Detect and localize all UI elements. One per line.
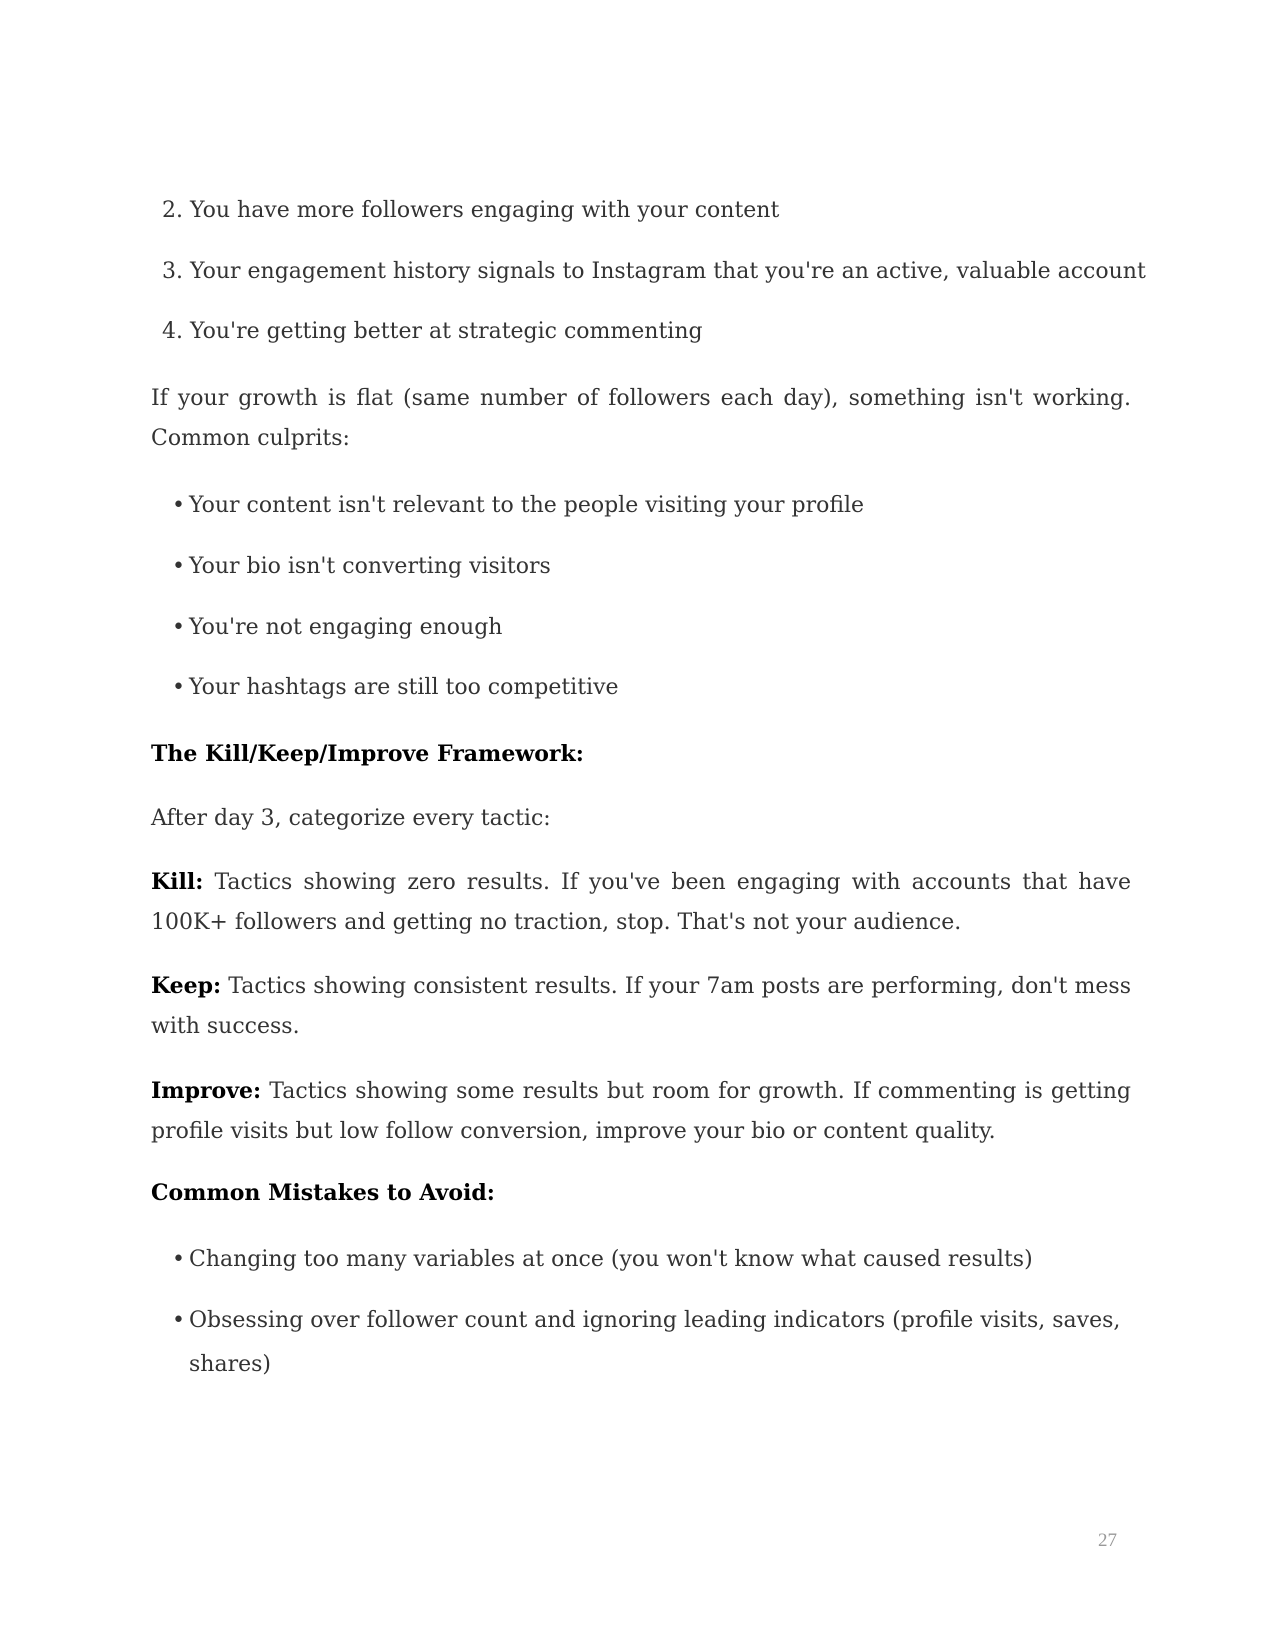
numbered-list-item xyxy=(162,312,1142,352)
culprit-list-item xyxy=(172,547,1122,587)
mistake-text: Obsessing over follower count and ignoring leading indicators (profile visits, saves, xyxy=(189,1308,1121,1333)
culprit-list-item xyxy=(172,668,1122,708)
list-text: Your engagement history signals to Instagram that you're an active, valuable account xyxy=(190,259,1146,284)
numbered-list-item xyxy=(162,191,1142,231)
mistake-text: Changing too many variables at once (you won't know what caused results) xyxy=(189,1247,1033,1272)
culprit-text: Your hashtags are still too competitive xyxy=(189,675,619,700)
culprit-text: Your content isn't relevant to the people visiting your profile xyxy=(189,493,865,518)
mistake-list-item xyxy=(172,1240,1122,1280)
framework-label: Kill: xyxy=(151,869,204,895)
list-text: You have more followers engaging with your content xyxy=(190,198,780,223)
framework-text: Tactics showing zero results. If you've been engaging with accounts that have 100K+ followers and getting no traction, stop. That's not your audience. xyxy=(151,870,1131,935)
culprit-text: Your bio isn't converting visitors xyxy=(189,554,551,579)
framework-item-keep xyxy=(151,966,1131,1047)
culprit-list-item xyxy=(172,608,1122,648)
bullet-icon: • xyxy=(172,1247,185,1272)
numbered-list-item xyxy=(162,252,1146,292)
page-number: 27 xyxy=(1098,1530,1117,1551)
framework-item-improve xyxy=(151,1071,1131,1152)
framework-text: Tactics showing consistent results. If your 7am posts are performing, don't mess with success. xyxy=(151,974,1131,1039)
framework-label: Keep: xyxy=(151,973,222,999)
mistake-text-continued: shares) xyxy=(189,1352,271,1377)
bullet-icon: • xyxy=(172,554,185,579)
list-number: 4. xyxy=(162,319,183,344)
framework-intro: After day 3, categorize every tactic: xyxy=(151,806,551,831)
bullet-icon: • xyxy=(172,675,185,700)
framework-text: Tactics showing some results but room for growth. If commenting is getting profile visits but low follow conversion, improve your bio or content quality. xyxy=(151,1079,1131,1144)
bullet-icon: • xyxy=(172,493,185,518)
flat-growth-paragraph: If your growth is flat (same number of followers each day), something isn't working. Common culprits: xyxy=(151,386,1131,451)
mistake-list-item xyxy=(172,1299,1122,1387)
framework-heading: The Kill/Keep/Improve Framework: xyxy=(151,741,584,767)
framework-label: Improve: xyxy=(151,1078,262,1104)
bullet-icon: • xyxy=(172,615,185,640)
list-number: 2. xyxy=(162,198,183,223)
framework-item-kill xyxy=(151,862,1131,943)
mistakes-heading: Common Mistakes to Avoid: xyxy=(151,1180,495,1206)
list-number: 3. xyxy=(162,259,183,284)
bullet-icon: • xyxy=(172,1308,185,1333)
list-text: You're getting better at strategic commenting xyxy=(190,319,703,344)
culprit-list-item xyxy=(172,486,1122,526)
culprit-text: You're not engaging enough xyxy=(189,615,503,640)
